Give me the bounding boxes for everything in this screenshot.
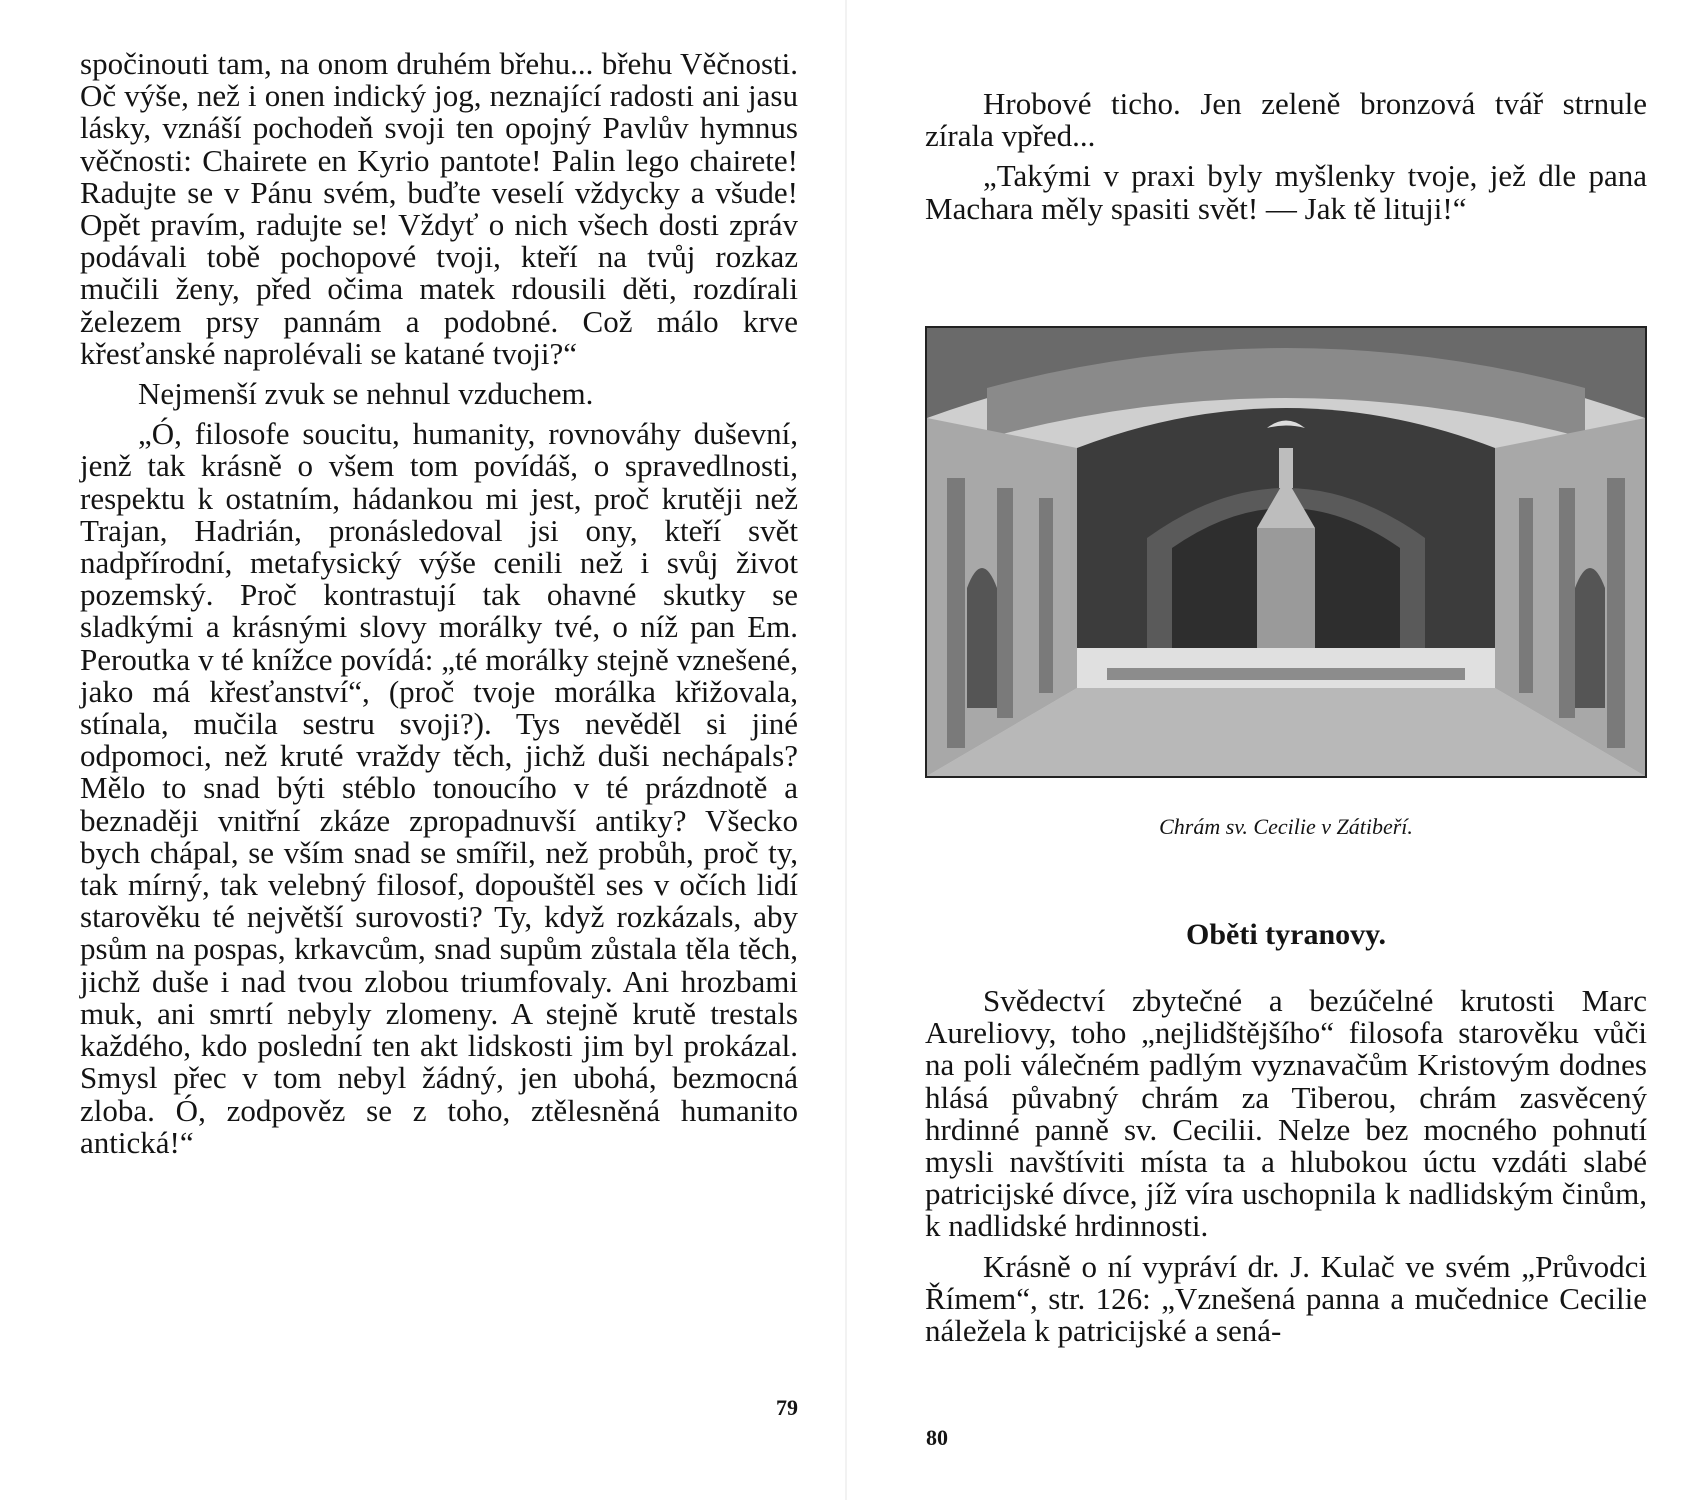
- section-heading: Oběti tyranovy.: [1186, 918, 1386, 951]
- paragraph: Nejmenší zvuk se nehnul vzduchem.: [138, 376, 594, 412]
- paragraph: Krásně o ní vypráví dr. J. Kulač ve svém „Průvodci Římem“, str. 126: „Vznešená panna a mučednice Cecilie náležela k patricijské a sená-: [925, 1248, 1647, 1349]
- paragraph: „Ó, filosofe soucitu, humanity, rovnováhy duševní, jenž tak krásně o všem tom povídáš, o spravedlnosti, respektu k ostatním, hádankou mi jest, proč krutěji než Trajan, Hadrián, pronásledoval jsi ony, kteří svět nadpřírodní, metafysický výše cenili než i svůj život pozemský. Proč kontrastují tak ohavné skutky se sladkými a krásnými slovy morálky tvé, o níž pan Em. Peroutka v té knížce povídá: „té morálky stejně vznešené, jako má křesťanství“, (proč tvoje morálka křižovala, stínala, mučila sestru svoji?). Tys nevěděl si jiné odpomoci, než kruté vraždy těch, jichž duši nechápals? Mělo to snad býti stéblo tonoucího v té prázdnotě a beznaději vnitřní zkáze zpropadnuvší antiky? Všecko bych chápal, se vším snad se smířil, než probůh, proč ty, tak mírný, tak velebný filosof, dopouštěl ses v očích lidí starověku té největší surovosti? Ty, když rozkázals, aby psům na pospas, krkavcům, snad supům zůstala těla těch, jichž duše i nad tvou zlobou triumfovaly. Ani hrozbami muk, ani smrtí nebyly zlomeny. A stejně krutě trestals každého, kdo poslední ten akt lidskosti jim byl prokázal. Smysl přec v tom nebyl žádný, jen ubohá, bezmocná zloba. Ó, zodpověz se z toho, ztělesněná humanito antická!“: [80, 416, 798, 1160]
- right-page: [846, 0, 1692, 1500]
- figure-caption: Chrám sv. Cecilie v Zátibeří.: [1159, 814, 1413, 839]
- paragraph: Svědectví zbytečné a bezúčelné krutosti Marc Aureliovy, toho „nejlidštějšího“ filosofa starověku vůči na poli válečném padlým vyznavačům Kristovým dodnes hlásá půvabný chrám za Tiberou, chrám zasvěcený hrdinné panně sv. Cecilii. Nelze bez mocného pohnutí mysli navštíviti místa ta a hlubokou úctu vzdáti slabé patricijské dívce, jíž víra uschopnila k nadlidským činům, k nadlidské hrdinnosti.: [925, 983, 1647, 1244]
- right-page-top-text: [925, 88, 1647, 233]
- page-number: 79: [776, 1395, 798, 1420]
- left-page-text: [80, 48, 798, 1167]
- paragraph: Hrobové ticho. Jen zeleně bronzová tvář strnule zírala vpřed...: [925, 86, 1647, 154]
- church-interior-photo: [925, 326, 1647, 778]
- church-interior-illustration: [927, 328, 1645, 776]
- right-page-bottom-text: [925, 985, 1647, 1355]
- page-number: 80: [926, 1425, 948, 1450]
- paragraph: spočinouti tam, na onom druhém břehu... břehu Věčnosti. Oč výše, než i onen indický jog, neznající radosti ani jasu lásky, vznáší pochodeň svoji ten opojný Pavlův hymnus věčnosti: Chairete en Kyrio pantote! Palin lego chairete! Radujte se v Pánu svém, buďte veselí vždycky a všude! Opět pravím, radujte se! Vždyť o nich všech dosti zpráv podávali tobě pochopové tvoji, kteří na tvůj rozkaz mučili ženy, před očima matek rdousili děti, rozdírali železem prsy pannám a podobné. Což málo krve křesťanské naprolévali se katané tvoji?“: [80, 46, 798, 371]
- paragraph: „Takými v praxi byly myšlenky tvoje, jež dle pana Machara měly spasiti svět! — Jak tě lituji!“: [925, 158, 1647, 226]
